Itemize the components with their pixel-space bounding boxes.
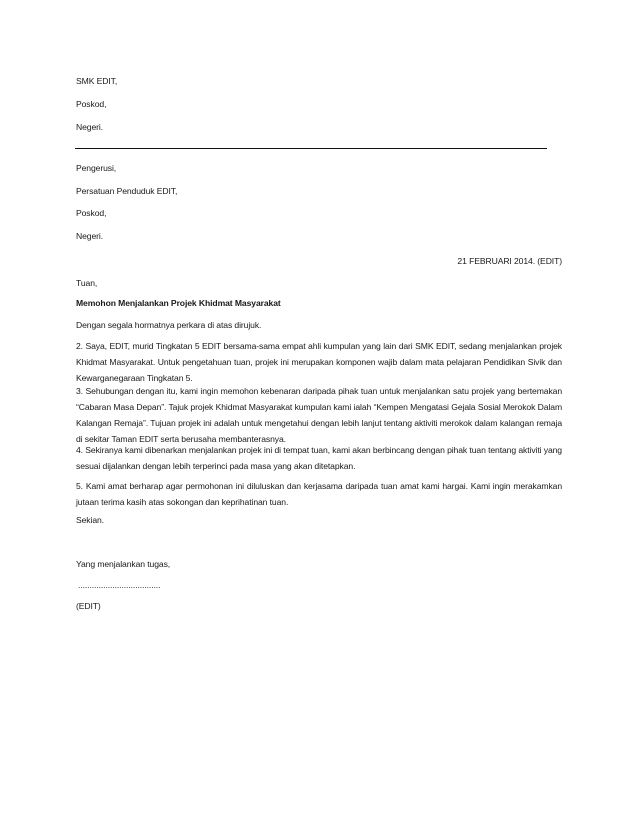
recipient-organization: Persatuan Penduduk EDIT, [76, 186, 178, 196]
header-divider [75, 148, 547, 149]
signature-line: .................................... [78, 580, 161, 590]
recipient-postcode: Poskod, [76, 208, 107, 218]
sender-state: Negeri. [76, 122, 104, 132]
salutation: Tuan, [76, 278, 98, 288]
paragraph-5: 5. Kami amat berharap agar permohonan ini diluluskan dan kerjasama daripada tuan amat kami hargai. Kami ingin merakamkan jutaan terima kasih atas sokongan dan keprihatinan tuan. [76, 481, 562, 507]
sender-name: SMK EDIT, [76, 76, 118, 86]
recipient-title: Pengerusi, [76, 163, 117, 173]
letter-subject: Memohon Menjalankan Projek Khidmat Masyarakat [76, 298, 281, 308]
paragraph-2: 2. Saya, EDIT, murid Tingkatan 5 EDIT bersama-sama empat ahli kumpulan yang lain dari SMK EDIT, sedang menjalankan projek Khidmat Masyarakat. Untuk pengetahuan tuan, projek ini merupakan komponen wajib dalam mata pelajaran Pendidikan Sivik dan Kewarganegaraan Tingkatan 5. [76, 341, 562, 383]
signer-name: (EDIT) [76, 601, 101, 611]
signoff: Yang menjalankan tugas, [76, 559, 171, 569]
letter-date: 21 FEBRUARI 2014. (EDIT) [457, 256, 562, 266]
opening-line: Dengan segala hormatnya perkara di atas dirujuk. [76, 320, 262, 330]
paragraph-3: 3. Sehubungan dengan itu, kami ingin memohon kebenaran daripada pihak tuan untuk menjalankan satu projek yang bertemakan “Cabaran Masa Depan”. Tajuk projek Khidmat Masyarakat kumpulan kami ialah “Kempen Mengatasi Gejala Sosial Merokok Dalam Kalangan Remaja”. Tujuan projek ini adalah untuk mengetahui dengan lebih lanjut tentang aktiviti merokok dalam kalangan remaja di sekitar Taman EDIT serta berusaha membanterasnya. [76, 386, 562, 444]
recipient-state: Negeri. [76, 231, 104, 241]
closing: Sekian. [76, 515, 104, 525]
paragraph-4: 4. Sekiranya kami dibenarkan menjalankan projek ini di tempat tuan, kami akan berbincang dengan pihak tuan tentang aktiviti yang sesuai dijalankan dengan lebih terperinci pada masa yang akan ditetapkan. [76, 445, 562, 471]
sender-postcode: Poskod, [76, 99, 107, 109]
